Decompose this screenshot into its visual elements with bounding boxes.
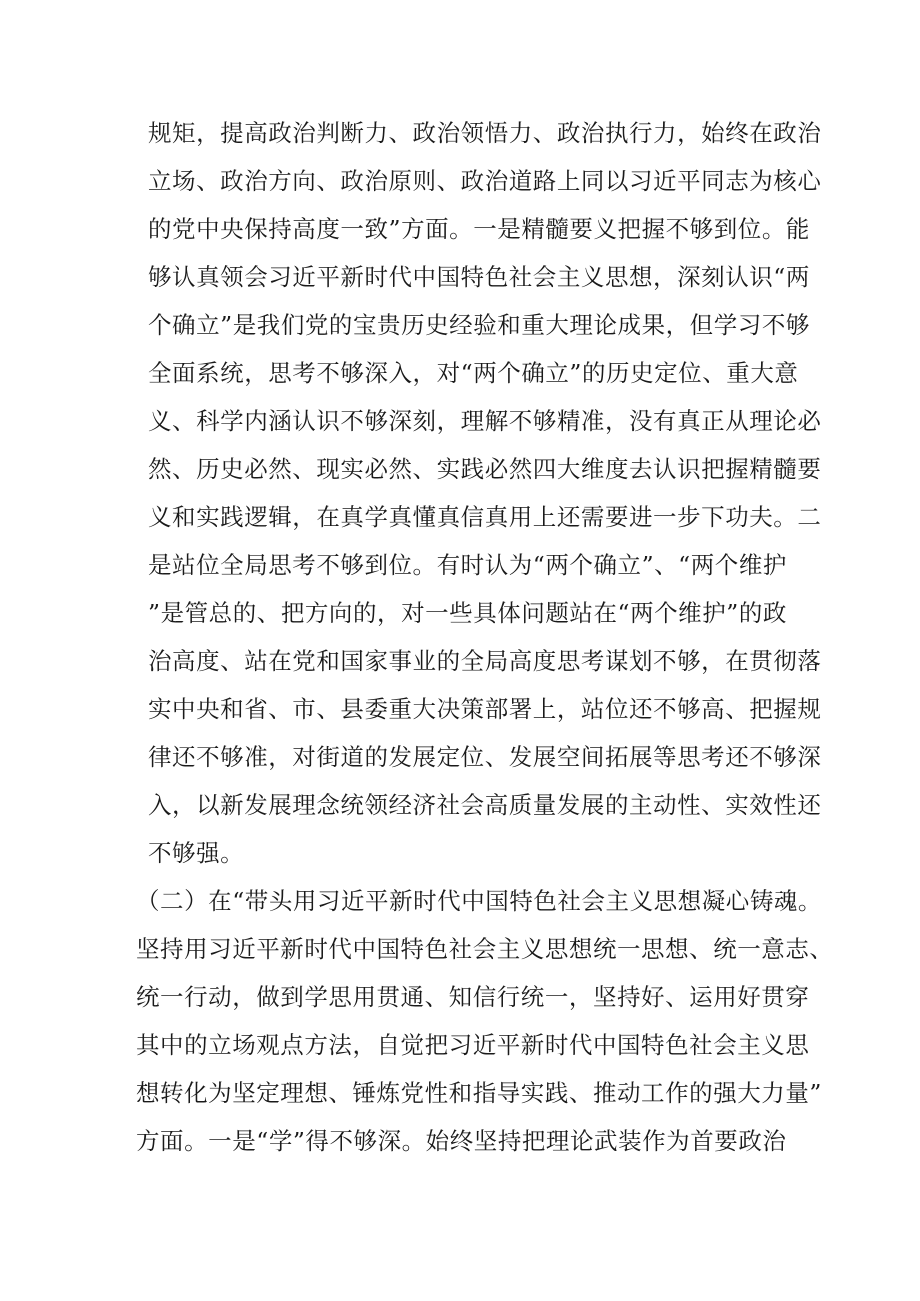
- text-line: ”是管总的、把方向的，对一些具体问题站在“两个维护”的政: [148, 599, 787, 627]
- text-line: 方面。一是“学”得不够深。始终坚持把理论武装作为首要政治: [136, 1127, 787, 1155]
- section-heading-line: （二）在“带头用习近平新时代中国特色社会主义思想凝心铸魂。: [136, 887, 822, 915]
- text-line: 义和实践逻辑，在真学真懂真信真用上还需要进一步下功夫。二: [148, 503, 822, 531]
- text-line: 律还不够准，对街道的发展定位、发展空间拓展等思考还不够深: [148, 743, 822, 771]
- text-line: 立场、政治方向、政治原则、政治道路上同以习近平同志为核心: [148, 167, 822, 195]
- text-line: 规矩，提高政治判断力、政治领悟力、政治执行力，始终在政治: [148, 119, 822, 147]
- text-line: 是站位全局思考不够到位。有时认为“两个确立”、“两个维护: [148, 551, 787, 579]
- text-line: 够认真领会习近平新时代中国特色社会主义思想，深刻认识“两: [148, 263, 810, 291]
- text-line: 统一行动，做到学思用贯通、知信行统一，坚持好、运用好贯穿: [136, 983, 810, 1011]
- text-line: 义、科学内涵认识不够深刻，理解不够精准，没有真正从理论必: [148, 407, 822, 435]
- text-line: 的党中央保持高度一致”方面。一是精髓要义把握不够到位。能: [148, 215, 810, 243]
- text-line: 不够强。: [148, 839, 245, 867]
- text-line: 实中央和省、市、县委重大决策部署上，站位还不够高、把握规: [148, 695, 822, 723]
- text-line: 其中的立场观点方法，自觉把习近平新时代中国特色社会主义思: [136, 1031, 810, 1059]
- text-line: 然、历史必然、现实必然、实践必然四大维度去认识把握精髓要: [148, 455, 822, 483]
- text-line: 坚持用习近平新时代中国特色社会主义思想统一思想、统一意志、: [136, 935, 834, 963]
- text-line: 入，以新发展理念统领经济社会高质量发展的主动性、实效性还: [148, 791, 822, 819]
- text-line: 想转化为坚定理想、锤炼党性和指导实践、推动工作的强大力量”: [136, 1079, 822, 1107]
- text-line: 个确立”是我们党的宝贵历史经验和重大理论成果，但学习不够: [148, 311, 810, 339]
- text-line: 全面系统，思考不够深入，对“两个确立”的历史定位、重大意: [148, 359, 799, 387]
- text-line: 治高度、站在党和国家事业的全局高度思考谋划不够，在贯彻落: [148, 647, 822, 675]
